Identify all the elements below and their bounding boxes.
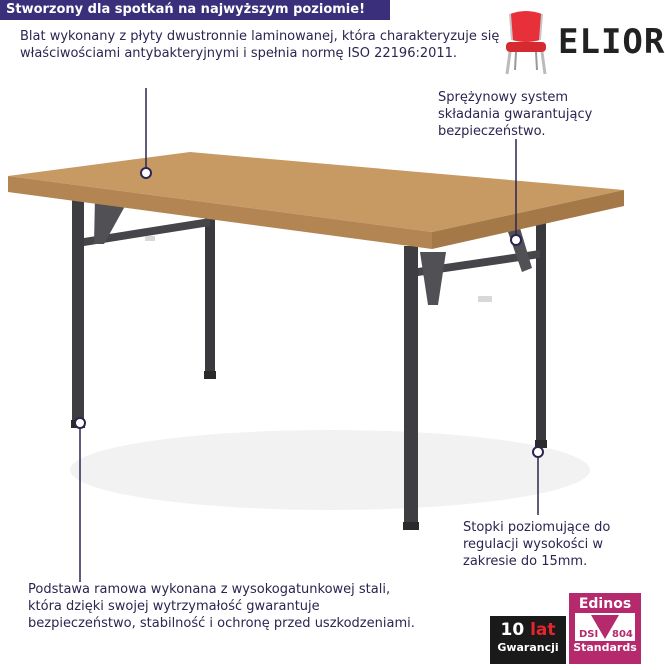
callout-leveling-feet: Stopki poziomujące do regulacji wysokości w zakresie do 15mm.: [463, 520, 611, 569]
back-left-foot: [204, 371, 216, 379]
warranty-badge: [490, 616, 566, 664]
edinos-badge: [569, 593, 641, 664]
right-folding-arm: [420, 252, 446, 305]
callout-marker-tabletop: [141, 168, 151, 178]
banner-text: Stworzony dla spotkań na najwyższym poziomie!: [6, 2, 366, 17]
frame-label-plate: [478, 296, 492, 302]
edinos-v-emblem-icon: [575, 613, 635, 641]
floor-shadow: [70, 430, 590, 510]
edinos-left-code: DSI: [579, 629, 599, 640]
callout-frame-base: Podstawa ramowa wykonana z wysokogatunkowej stali, która dzięki swojej wytrzymałość gwarantuje bezpieczeństwo, stabilność i ochronę przed uszkodzeniami.: [28, 582, 415, 631]
brand-logo-text: ELIOR: [558, 22, 665, 62]
callout-marker-spring: [511, 235, 521, 245]
warranty-unit: lat: [530, 620, 556, 640]
frame-label-plate-small: [145, 236, 155, 241]
back-left-leg: [205, 205, 215, 373]
callout-spring-system: Sprężynowy system składania gwarantujący bezpieczeństwo.: [438, 90, 593, 139]
warranty-years: 10: [500, 620, 525, 640]
callout-marker-feet: [533, 447, 543, 457]
edinos-standards-label: Standards: [573, 641, 637, 654]
callout-tabletop: Blat wykonany z płyty dwustronnie laminowanej, która charakteryzuje się właściwościami antybakteryjnymi i spełnia normę ISO 22196:2011.: [20, 29, 500, 61]
front-right-leg: [404, 246, 418, 524]
callout-marker-base: [75, 418, 85, 428]
front-right-foot: [403, 522, 419, 530]
front-left-leg: [72, 190, 84, 422]
warranty-label: Gwarancji: [497, 641, 559, 654]
edinos-right-code: 804: [612, 629, 633, 640]
edinos-name: Edinos: [578, 596, 632, 612]
spring-mechanism: [508, 228, 532, 272]
